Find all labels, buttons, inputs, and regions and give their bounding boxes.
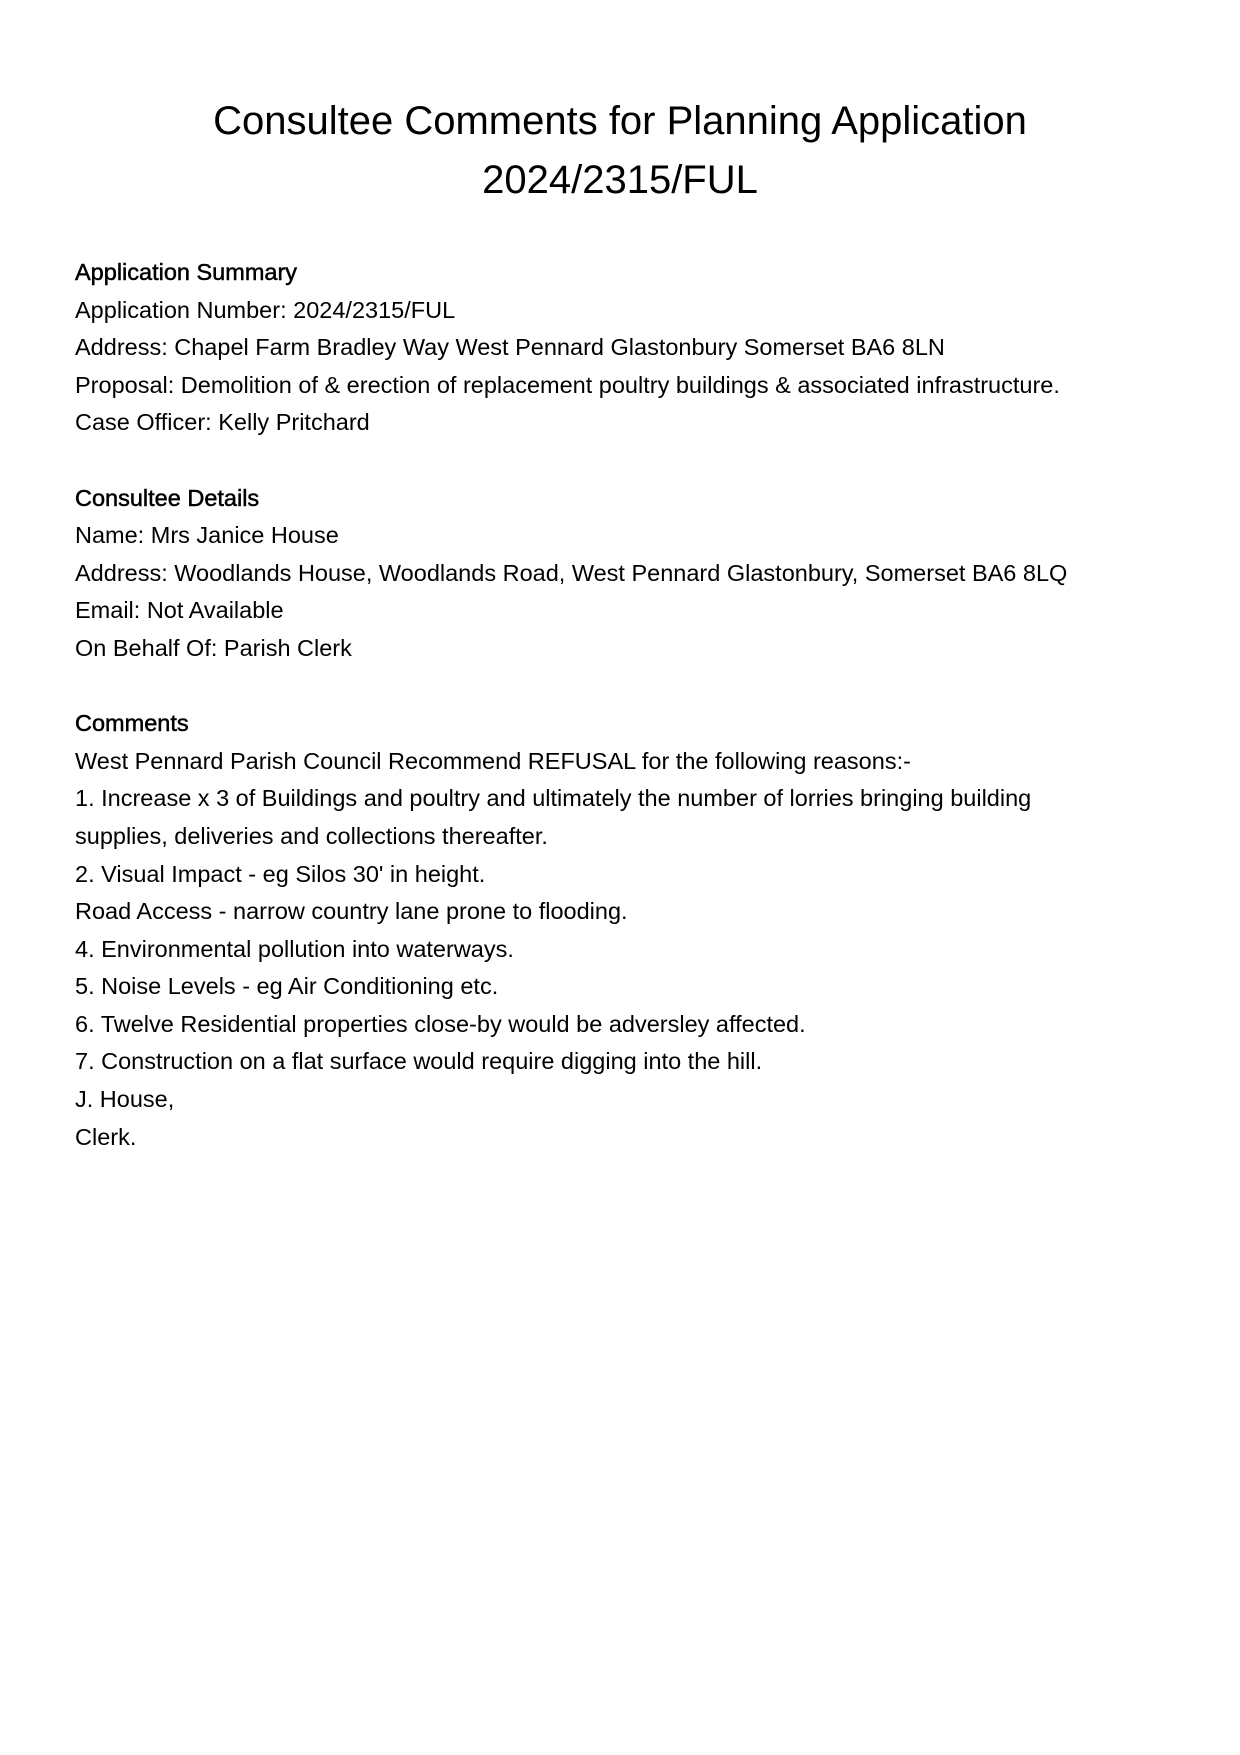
- comment-line: 1. Increase x 3 of Buildings and poultry and ultimately the number of lorries bringing building: [75, 785, 1032, 812]
- comment-line: supplies, deliveries and collections thereafter.: [75, 822, 548, 849]
- signature-name: J. House,: [75, 1086, 175, 1113]
- title-line-2: 2024/2315/FUL: [482, 158, 758, 202]
- comments-heading: Comments: [75, 710, 189, 737]
- comment-line: 4. Environmental pollution into waterways.: [75, 935, 514, 962]
- consultee-name: Name: Mrs Janice House: [75, 522, 339, 549]
- comment-line: Road Access - narrow country lane prone to flooding.: [75, 898, 628, 925]
- application-address: Address: Chapel Farm Bradley Way West Pennard Glastonbury Somerset BA6 8LN: [75, 334, 945, 361]
- consultee-address: Address: Woodlands House, Woodlands Road, West Pennard Glastonbury, Somerset BA6 8LQ: [75, 559, 1068, 586]
- signature-role: Clerk.: [75, 1123, 137, 1150]
- consultee-details-section: [75, 480, 1175, 668]
- comment-line: 5. Noise Levels - eg Air Conditioning etc.: [75, 973, 499, 1000]
- comment-line: 2. Visual Impact - eg Silos 30' in height.: [75, 860, 486, 887]
- application-number: Application Number: 2024/2315/FUL: [75, 296, 456, 323]
- comment-line: 6. Twelve Residential properties close-by would be adversley affected.: [75, 1010, 806, 1037]
- title-line-1: Consultee Comments for Planning Application: [213, 99, 1027, 143]
- consultee-details-heading: Consultee Details: [75, 484, 260, 511]
- case-officer: Case Officer: Kelly Pritchard: [75, 409, 370, 436]
- comment-line: 7. Construction on a flat surface would require digging into the hill.: [75, 1048, 763, 1075]
- application-summary-heading: Application Summary: [75, 259, 298, 285]
- consultee-on-behalf-of: On Behalf Of: Parish Clerk: [75, 634, 352, 661]
- application-proposal: Proposal: Demolition of & erection of replacement poultry buildings & associated infrastructure.: [75, 371, 1060, 398]
- application-summary-section: [75, 254, 1175, 442]
- page-title: [0, 92, 1240, 210]
- comments-section: [75, 705, 1175, 1156]
- document-content: [75, 254, 1175, 1156]
- section-spacer: [75, 668, 1175, 706]
- comment-line: West Pennard Parish Council Recommend REFUSAL for the following reasons:-: [75, 747, 911, 774]
- consultee-email: Email: Not Available: [75, 597, 284, 624]
- section-spacer: [75, 442, 1175, 480]
